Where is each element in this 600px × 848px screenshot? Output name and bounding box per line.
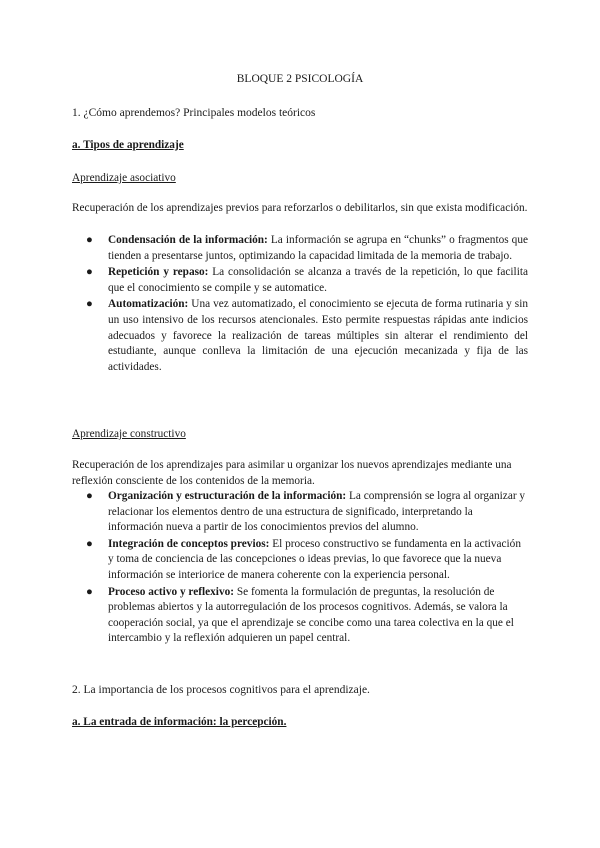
bullet-icon: ● [86,585,93,598]
item-text: La información se agrupa en “chunks” o fragmentos que tienden a presentarse juntos, optimizando la capacidad limitada de la memoria de trabajo. [108,234,528,262]
bullet-icon: ● [86,298,93,311]
item-term: Organización y estructuración de la información: [108,490,347,502]
constructive-bullet-list [72,489,528,648]
list-item [72,297,528,375]
list-item [72,233,528,264]
item-term: Integración de conceptos previos: [108,537,270,550]
item-text: La comprensión se logra al organizar y relacionar los elementos dentro de una estructura de significado, interpretando la información nueva a partir de los conocimientos previos del alumno. [108,490,526,534]
list-item [72,265,528,296]
bullet-icon: ● [86,234,93,246]
question-2-heading: 2. La importancia de los procesos cognitivos para el aprendizaje. [72,684,370,696]
bullet-icon: ● [86,266,93,279]
item-text: Una vez automatizado, el conocimiento se ejecuta de forma rutinaria y sin un uso intensivo de los recursos atencionales. Esto permite respuestas rápidas ante indicios adecuados y favorece la realización de tareas múltiples sin alterar el rendimiento del estudiante, aunque conlleva la limitación de una ejecución mecanizada y fija de las actividades. [108,298,528,373]
subsection-perception-heading: a. La entrada de información: la percepción. [72,716,287,728]
document-title: BLOQUE 2 PSICOLOGÍA [236,73,364,85]
item-term: Proceso activo y reflexivo: [108,585,234,598]
constructive-intro-paragraph: Recuperación de los aprendizajes para asimilar u organizar los nuevos aprendizajes mediante una reflexión consciente de los contenidos de la memoria. [72,459,512,487]
question-1-heading: 1. ¿Cómo aprendemos? Principales modelos teóricos [72,107,316,119]
constructive-learning-heading: Aprendizaje constructivo [72,428,186,440]
item-term: Condensación de la información: [108,234,268,246]
item-term: Automatización: [108,298,189,311]
associative-bullet-list [72,233,528,376]
list-item [72,585,528,647]
associative-intro-paragraph: Recuperación de los aprendizajes previos para reforzarlos o debilitarlos, sin que exista modificación. [72,202,528,214]
item-text: Se fomenta la formulación de preguntas, la resolución de problemas abiertos y la autorregulación de los procesos cognitivos. Además, se valora la cooperación social, ya que el aprendizaje se concibe como una tarea colectiva en la que el intercambio y la reflexión adquieren un papel central. [108,585,514,645]
item-term: Repetición y repaso: [108,266,209,279]
bullet-icon: ● [86,537,93,550]
item-text: El proceso constructivo se fundamenta en la activación y toma de conciencia de las concepciones o ideas previas, lo que favorece que la nueva información se interiorice de manera coherente con la experiencia personal. [108,537,521,581]
item-text: La consolidación se alcanza a través de la repetición, lo que facilita que el conocimiento se compile y se automatice. [108,266,528,294]
subsection-types-heading: a. Tipos de aprendizaje [72,139,184,151]
associative-learning-heading: Aprendizaje asociativo [72,172,176,184]
bullet-icon: ● [86,490,93,502]
list-item [72,489,528,536]
list-item [72,537,528,584]
